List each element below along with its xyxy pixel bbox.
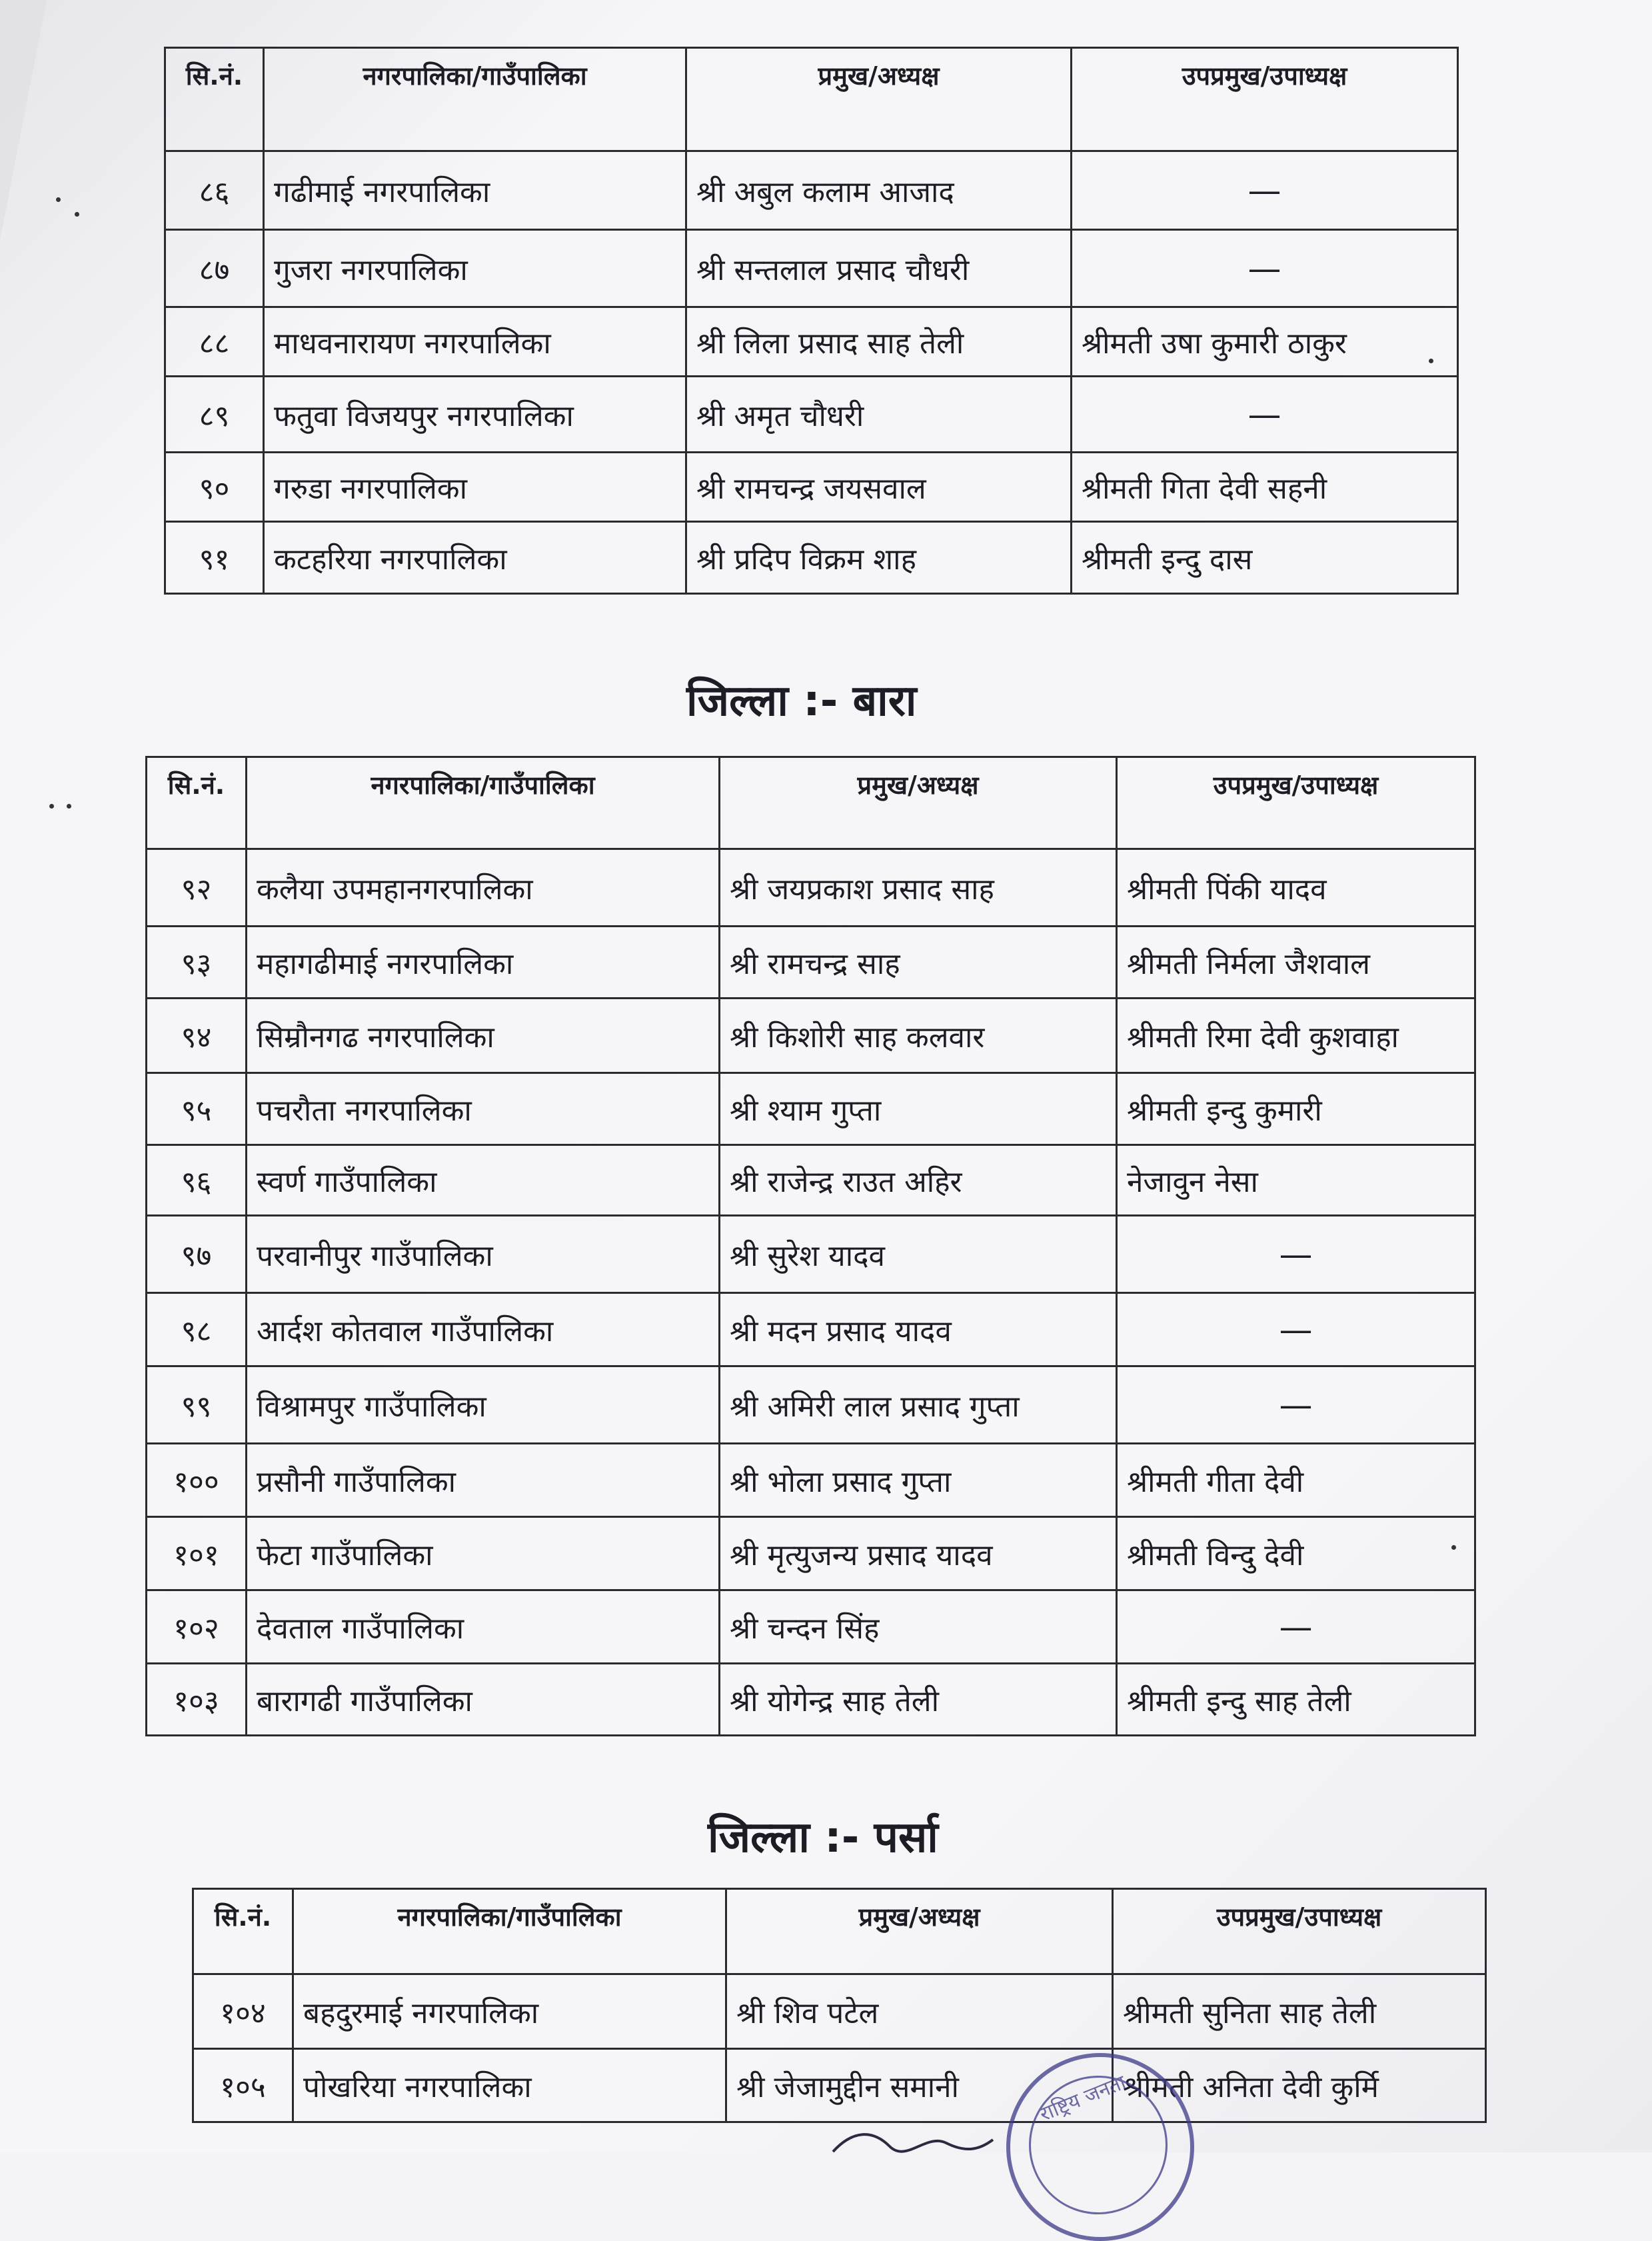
cell-municipality: कटहरिया नगरपालिका: [264, 522, 686, 594]
table-header-row: [193, 1889, 1486, 1974]
cell-deputy: श्रीमती गीता देवी: [1117, 1444, 1475, 1517]
table-row: [147, 1664, 1475, 1736]
cell-municipality: फेटा गाउँपालिका: [247, 1517, 720, 1590]
table-row: [165, 151, 1458, 230]
cell-deputy: श्रीमती इन्दु दास: [1072, 522, 1458, 594]
scan-speck: [67, 804, 71, 809]
cell-municipality: पचरौता नगरपालिका: [247, 1073, 720, 1145]
cell-deputy: नेजावुन नेसा: [1117, 1145, 1475, 1216]
cell-chief: श्री जयप्रकाश प्रसाद साह: [720, 849, 1117, 927]
table-body: [193, 1974, 1486, 2122]
cell-municipality: सिम्रौनगढ नगरपालिका: [247, 999, 720, 1073]
cell-deputy: —: [1117, 1216, 1475, 1293]
table-row: [147, 1145, 1475, 1216]
table-row: [165, 307, 1458, 377]
header-municipality: नगरपालिका/गाउँपालिका: [247, 757, 720, 849]
cell-municipality: गरुडा नगरपालिका: [264, 453, 686, 522]
header-chief: प्रमुख/अध्यक्ष: [720, 757, 1117, 849]
cell-deputy: —: [1117, 1293, 1475, 1366]
cell-chief: श्री शिव पटेल: [726, 1974, 1113, 2049]
cell-chief: श्री सुरेश यादव: [720, 1216, 1117, 1293]
cell-chief: श्री सन्तलाल प्रसाद चौधरी: [686, 230, 1072, 307]
cell-deputy: श्रीमती उषा कुमारी ठाकुर: [1072, 307, 1458, 377]
district-heading-bara: जिल्ला :- बारा: [686, 677, 917, 726]
cell-sn: १०५: [193, 2049, 293, 2122]
cell-deputy: श्रीमती इन्दु साह तेली: [1117, 1664, 1475, 1736]
scan-speck: [49, 804, 54, 809]
cell-deputy: श्रीमती निर्मला जैशवाल: [1117, 927, 1475, 999]
cell-sn: ९४: [147, 999, 247, 1073]
table-body: [165, 151, 1458, 594]
table-row: [147, 1216, 1475, 1293]
cell-deputy: श्रीमती विन्दु देवी: [1117, 1517, 1475, 1590]
cell-sn: ८७: [165, 230, 264, 307]
cell-sn: ८९: [165, 377, 264, 453]
party-seal-stamp: [1006, 2053, 1194, 2241]
cell-sn: ९६: [147, 1145, 247, 1216]
cell-municipality: विश्रामपुर गाउँपालिका: [247, 1366, 720, 1444]
table-row: [165, 522, 1458, 594]
cell-deputy: श्रीमती गिता देवी सहनी: [1072, 453, 1458, 522]
header-municipality: नगरपालिका/गाउँपालिका: [293, 1889, 726, 1974]
signature: [826, 2126, 1000, 2153]
header-municipality: नगरपालिका/गाउँपालिका: [264, 48, 686, 151]
cell-municipality: गढीमाई नगरपालिका: [264, 151, 686, 230]
cell-chief: श्री अमिरी लाल प्रसाद गुप्ता: [720, 1366, 1117, 1444]
cell-sn: ९९: [147, 1366, 247, 1444]
table-row: [147, 1293, 1475, 1366]
table-row: [147, 1366, 1475, 1444]
cell-deputy: श्रीमती सुनिता साह तेली: [1113, 1974, 1486, 2049]
cell-municipality: फतुवा विजयपुर नगरपालिका: [264, 377, 686, 453]
cell-deputy: —: [1072, 377, 1458, 453]
cell-deputy: —: [1117, 1590, 1475, 1664]
cell-chief: श्री मदन प्रसाद यादव: [720, 1293, 1117, 1366]
table-row: [147, 999, 1475, 1073]
table-row: [193, 1974, 1486, 2049]
seal-text: राष्ट्रिय जनता: [1036, 2070, 1130, 2127]
cell-chief: श्री किशोरी साह कलवार: [720, 999, 1117, 1073]
header-sn: सि.नं.: [193, 1889, 293, 1974]
cell-chief: श्री राजेन्द्र राउत अहिर: [720, 1145, 1117, 1216]
cell-chief: श्री प्रदिप विक्रम शाह: [686, 522, 1072, 594]
table-row: [147, 1590, 1475, 1664]
cell-sn: ९५: [147, 1073, 247, 1145]
scan-speck: [56, 197, 61, 202]
page-corner-fold: [0, 0, 47, 240]
cell-chief: श्री चन्दन सिंह: [720, 1590, 1117, 1664]
cell-chief: श्री रामचन्द्र जयसवाल: [686, 453, 1072, 522]
table-row: [147, 1073, 1475, 1145]
header-chief: प्रमुख/अध्यक्ष: [726, 1889, 1113, 1974]
cell-chief: श्री अबुल कलाम आजाद: [686, 151, 1072, 230]
cell-deputy: श्रीमती अनिता देवी कुर्मि: [1113, 2049, 1486, 2122]
cell-deputy: —: [1072, 151, 1458, 230]
cell-deputy: श्रीमती पिंकी यादव: [1117, 849, 1475, 927]
scan-speck: [1451, 1545, 1456, 1550]
cell-chief: श्री भोला प्रसाद गुप्ता: [720, 1444, 1117, 1517]
header-sn: सि.नं.: [165, 48, 264, 151]
cell-municipality: आर्दश कोतवाल गाउँपालिका: [247, 1293, 720, 1366]
table-row: [147, 1517, 1475, 1590]
cell-chief: श्री लिला प्रसाद साह तेली: [686, 307, 1072, 377]
header-sn: सि.नं.: [147, 757, 247, 849]
cell-deputy: —: [1117, 1366, 1475, 1444]
district-heading-parsa: जिल्ला :- पर्सा: [708, 1813, 938, 1862]
table-row: [147, 927, 1475, 999]
cell-municipality: बहदुरमाई नगरपालिका: [293, 1974, 726, 2049]
cell-municipality: प्रसौनी गाउँपालिका: [247, 1444, 720, 1517]
cell-sn: ८६: [165, 151, 264, 230]
cell-sn: १००: [147, 1444, 247, 1517]
cell-municipality: स्वर्ण गाउँपालिका: [247, 1145, 720, 1216]
cell-municipality: पोखरिया नगरपालिका: [293, 2049, 726, 2122]
header-deputy: उपप्रमुख/उपाध्यक्ष: [1113, 1889, 1486, 1974]
cell-municipality: बारागढी गाउँपालिका: [247, 1664, 720, 1736]
cell-municipality: कलैया उपमहानगरपालिका: [247, 849, 720, 927]
cell-sn: ९८: [147, 1293, 247, 1366]
cell-sn: १०३: [147, 1664, 247, 1736]
cell-sn: १०१: [147, 1517, 247, 1590]
header-deputy: उपप्रमुख/उपाध्यक्ष: [1072, 48, 1458, 151]
cell-sn: १०४: [193, 1974, 293, 2049]
cell-municipality: परवानीपुर गाउँपालिका: [247, 1216, 720, 1293]
cell-sn: ९७: [147, 1216, 247, 1293]
cell-sn: ८८: [165, 307, 264, 377]
cell-chief: श्री रामचन्द्र साह: [720, 927, 1117, 999]
table-parsa-continued: [164, 47, 1459, 595]
table-parsa: [192, 1888, 1487, 2123]
cell-municipality: गुजरा नगरपालिका: [264, 230, 686, 307]
cell-municipality: महागढीमाई नगरपालिका: [247, 927, 720, 999]
scan-speck: [75, 212, 79, 217]
cell-sn: ९१: [165, 522, 264, 594]
table-row: [193, 2049, 1486, 2122]
table-row: [165, 377, 1458, 453]
header-chief: प्रमुख/अध्यक्ष: [686, 48, 1072, 151]
table-header-row: [165, 48, 1458, 151]
table-bara: [145, 756, 1476, 1736]
table-row: [147, 1444, 1475, 1517]
table-row: [165, 453, 1458, 522]
cell-sn: ९३: [147, 927, 247, 999]
header-deputy: उपप्रमुख/उपाध्यक्ष: [1117, 757, 1475, 849]
scan-speck: [1429, 359, 1433, 363]
table-row: [147, 849, 1475, 927]
cell-chief: श्री जेजामुद्दीन समानी: [726, 2049, 1113, 2122]
cell-chief: श्री मृत्युजन्य प्रसाद यादव: [720, 1517, 1117, 1590]
cell-chief: श्री श्याम गुप्ता: [720, 1073, 1117, 1145]
table-row: [165, 230, 1458, 307]
cell-municipality: देवताल गाउँपालिका: [247, 1590, 720, 1664]
table-body: [147, 849, 1475, 1736]
cell-sn: ९२: [147, 849, 247, 927]
cell-chief: श्री योगेन्द्र साह तेली: [720, 1664, 1117, 1736]
cell-deputy: श्रीमती इन्दु कुमारी: [1117, 1073, 1475, 1145]
cell-chief: श्री अमृत चौधरी: [686, 377, 1072, 453]
cell-municipality: माधवनारायण नगरपालिका: [264, 307, 686, 377]
cell-sn: ९०: [165, 453, 264, 522]
table-header-row: [147, 757, 1475, 849]
cell-deputy: श्रीमती रिमा देवी कुशवाहा: [1117, 999, 1475, 1073]
cell-deputy: —: [1072, 230, 1458, 307]
cell-sn: १०२: [147, 1590, 247, 1664]
